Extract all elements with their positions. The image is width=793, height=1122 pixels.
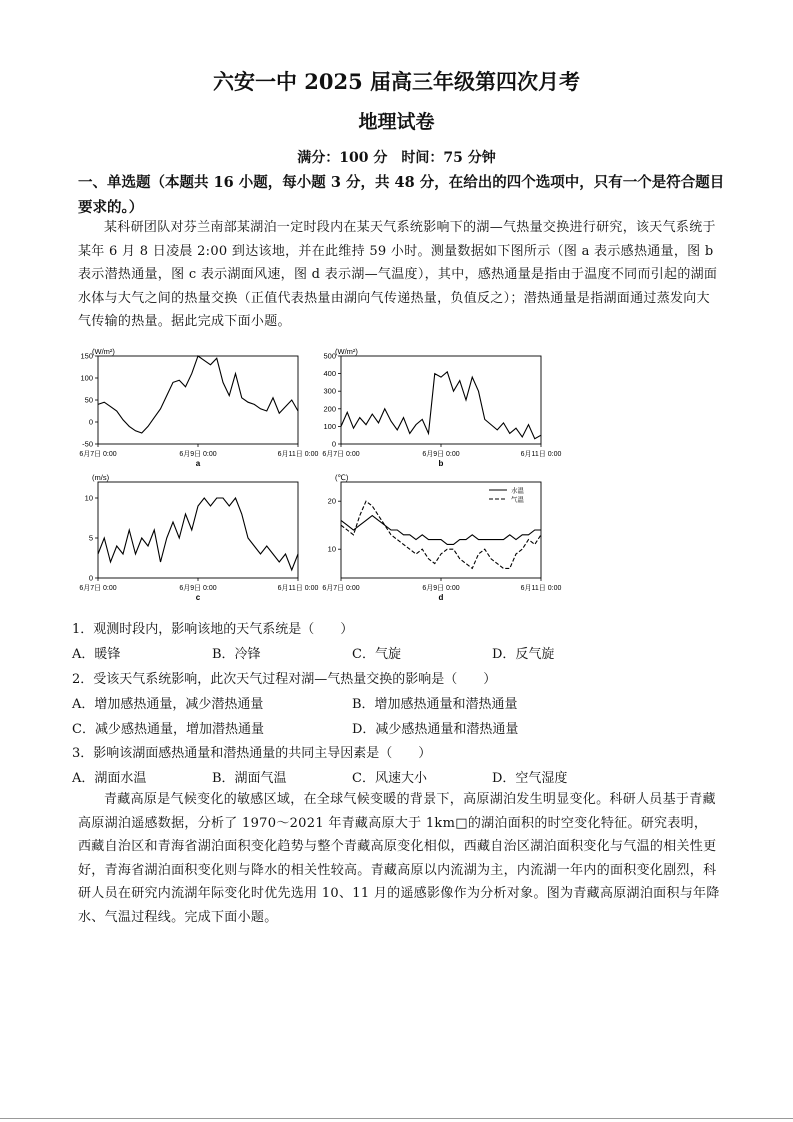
y-tick-label: -50 xyxy=(82,439,93,449)
subject-title: 地理试卷 xyxy=(358,111,435,133)
exam-title: 六安一中 2025 届高三年级第四次月考 xyxy=(212,69,581,94)
section-heading: 一、单选题（本题共 16 小题，每小题 3 分，共 48 分，在给出的四个选项中，只有一个是符合题目要求的。） xyxy=(78,174,725,216)
y-tick-label: 20 xyxy=(327,496,336,506)
y-unit-label: (m/s) xyxy=(92,473,110,482)
q3-option-a[interactable]: A．湖面水温 xyxy=(72,771,147,786)
question-3-stem: 3．影响该湖面感热通量和潜热通量的共同主导因素是（ ） xyxy=(72,746,432,761)
chart-d-lake-air-temp xyxy=(305,470,562,610)
page-bottom-rule xyxy=(0,1118,793,1119)
panel-letter: b xyxy=(438,459,444,468)
y-tick-label: 500 xyxy=(323,351,336,361)
y-tick-label: 0 xyxy=(331,439,336,449)
legend-label: 气温 xyxy=(511,496,524,504)
q2-option-d[interactable]: D．减少感热通量和潜热通量 xyxy=(352,722,519,737)
y-tick-label: 400 xyxy=(323,369,336,379)
y-unit-label: (℃) xyxy=(335,473,349,482)
plot-frame xyxy=(341,356,541,444)
x-tick-label: 6月7日 0:00 xyxy=(79,451,117,458)
x-tick-label: 6月7日 0:00 xyxy=(322,451,360,458)
q1-option-d[interactable]: D．反气旋 xyxy=(492,647,555,662)
q1-option-b[interactable]: B．冷锋 xyxy=(212,647,261,662)
x-tick-label: 6月7日 0:00 xyxy=(79,585,117,592)
q3-option-d[interactable]: D．空气湿度 xyxy=(492,771,568,786)
series-line-secondary xyxy=(341,501,541,568)
passage-1: 某科研团队对芬兰南部某湖泊一定时段内在某天气系统影响下的湖—气热量交换进行研究，该天气系统于某年 6 月 8 日凌晨 2:00 到达该地，并在此维持 59 小时。测量数据如下图所示（图 a 表示感热通量，图 b 表示潜热通量，图 c 表示湖面风速，图 d 表示湖—气温度），其中，感热通量是指由于温度不同而引起的湖面水体与大气之间的热量交换（正值代表热量由湖向气传递热量，负值反之）；潜热通量是指湖面通过蒸发向大气传输的热量。据此完成下面小题。 xyxy=(78,220,718,329)
passage-2: 青藏高原是气候变化的敏感区域，在全球气候变暖的背景下，高原湖泊发生明显变化。科研人员基于青藏高原湖泊遥感数据，分析了 1970～2021 年青藏高原大于 1km□的湖泊面积的时空变化特征。研究表明，西藏自治区和青海省湖泊面积变化趋势与整个青藏高原变化相似，西藏自治区湖泊面积变化与气温的相关性更好，青海省湖泊面积变化则与降水的相关性较高。青藏高原以内流湖为主，内流湖一年内的面积变化剧烈，科研人员在研究内流湖年际变化时优先选用 10、11 月的遥感影像作为分析对象。图为青藏高原湖泊面积与年降水、气温过程线。完成下面小题。 xyxy=(78,792,720,925)
x-tick-label: 6月9日 0:00 xyxy=(422,451,460,458)
x-tick-label: 6月11日 0:00 xyxy=(277,451,319,458)
y-tick-label: 10 xyxy=(84,493,93,503)
score-time-info: 满分：100 分 时间：75 分钟 xyxy=(297,150,496,166)
question-1-stem: 1．观测时段内，影响该地的天气系统是（ ） xyxy=(72,622,354,637)
series-line-primary xyxy=(341,372,541,439)
x-tick-label: 6月11日 0:00 xyxy=(520,451,562,458)
x-tick-label: 6月11日 0:00 xyxy=(277,585,319,592)
chart-a-sensible-heat xyxy=(62,344,319,479)
y-tick-label: 100 xyxy=(323,421,336,431)
series-line-primary xyxy=(341,516,541,545)
panel-letter: d xyxy=(438,593,444,602)
q3-option-b[interactable]: B．湖面气温 xyxy=(212,771,287,786)
q2-option-a[interactable]: A．增加感热通量，减少潜热通量 xyxy=(72,697,264,712)
y-tick-label: 300 xyxy=(323,386,336,396)
x-tick-label: 6月9日 0:00 xyxy=(422,585,460,592)
q2-option-b[interactable]: B．增加感热通量和潜热通量 xyxy=(352,697,518,712)
panel-letter: c xyxy=(195,593,201,602)
y-tick-label: 150 xyxy=(80,351,93,361)
plot-frame xyxy=(98,356,298,444)
q2-option-c[interactable]: C．减少感热通量，增加潜热通量 xyxy=(72,722,264,737)
y-tick-label: 0 xyxy=(88,573,93,583)
legend-label: 水温 xyxy=(511,487,524,495)
chart-c-wind-speed xyxy=(62,470,319,610)
y-tick-label: 10 xyxy=(327,544,336,554)
x-tick-label: 6月9日 0:00 xyxy=(179,451,217,458)
x-tick-label: 6月9日 0:00 xyxy=(179,585,217,592)
q3-option-c[interactable]: C．风速大小 xyxy=(352,771,427,786)
plot-frame xyxy=(98,482,298,578)
y-tick-label: 200 xyxy=(323,404,336,414)
panel-letter: a xyxy=(195,459,201,468)
x-tick-label: 6月7日 0:00 xyxy=(322,585,360,592)
y-tick-label: 5 xyxy=(88,533,93,543)
q1-option-c[interactable]: C．气旋 xyxy=(352,647,401,662)
chart-b-latent-heat xyxy=(305,344,562,479)
x-tick-label: 6月11日 0:00 xyxy=(520,585,562,592)
question-2-stem: 2．受该天气系统影响，此次天气过程对湖—气热量交换的影响是（ ） xyxy=(72,672,497,687)
y-tick-label: 50 xyxy=(84,395,93,405)
series-line-primary xyxy=(98,356,298,433)
series-line-primary xyxy=(98,498,298,570)
q1-option-a[interactable]: A．暖锋 xyxy=(72,647,121,662)
y-unit-label: (W/m²) xyxy=(335,347,358,356)
y-unit-label: (W/m²) xyxy=(92,347,115,356)
y-tick-label: 100 xyxy=(80,373,93,383)
y-tick-label: 0 xyxy=(88,417,93,427)
